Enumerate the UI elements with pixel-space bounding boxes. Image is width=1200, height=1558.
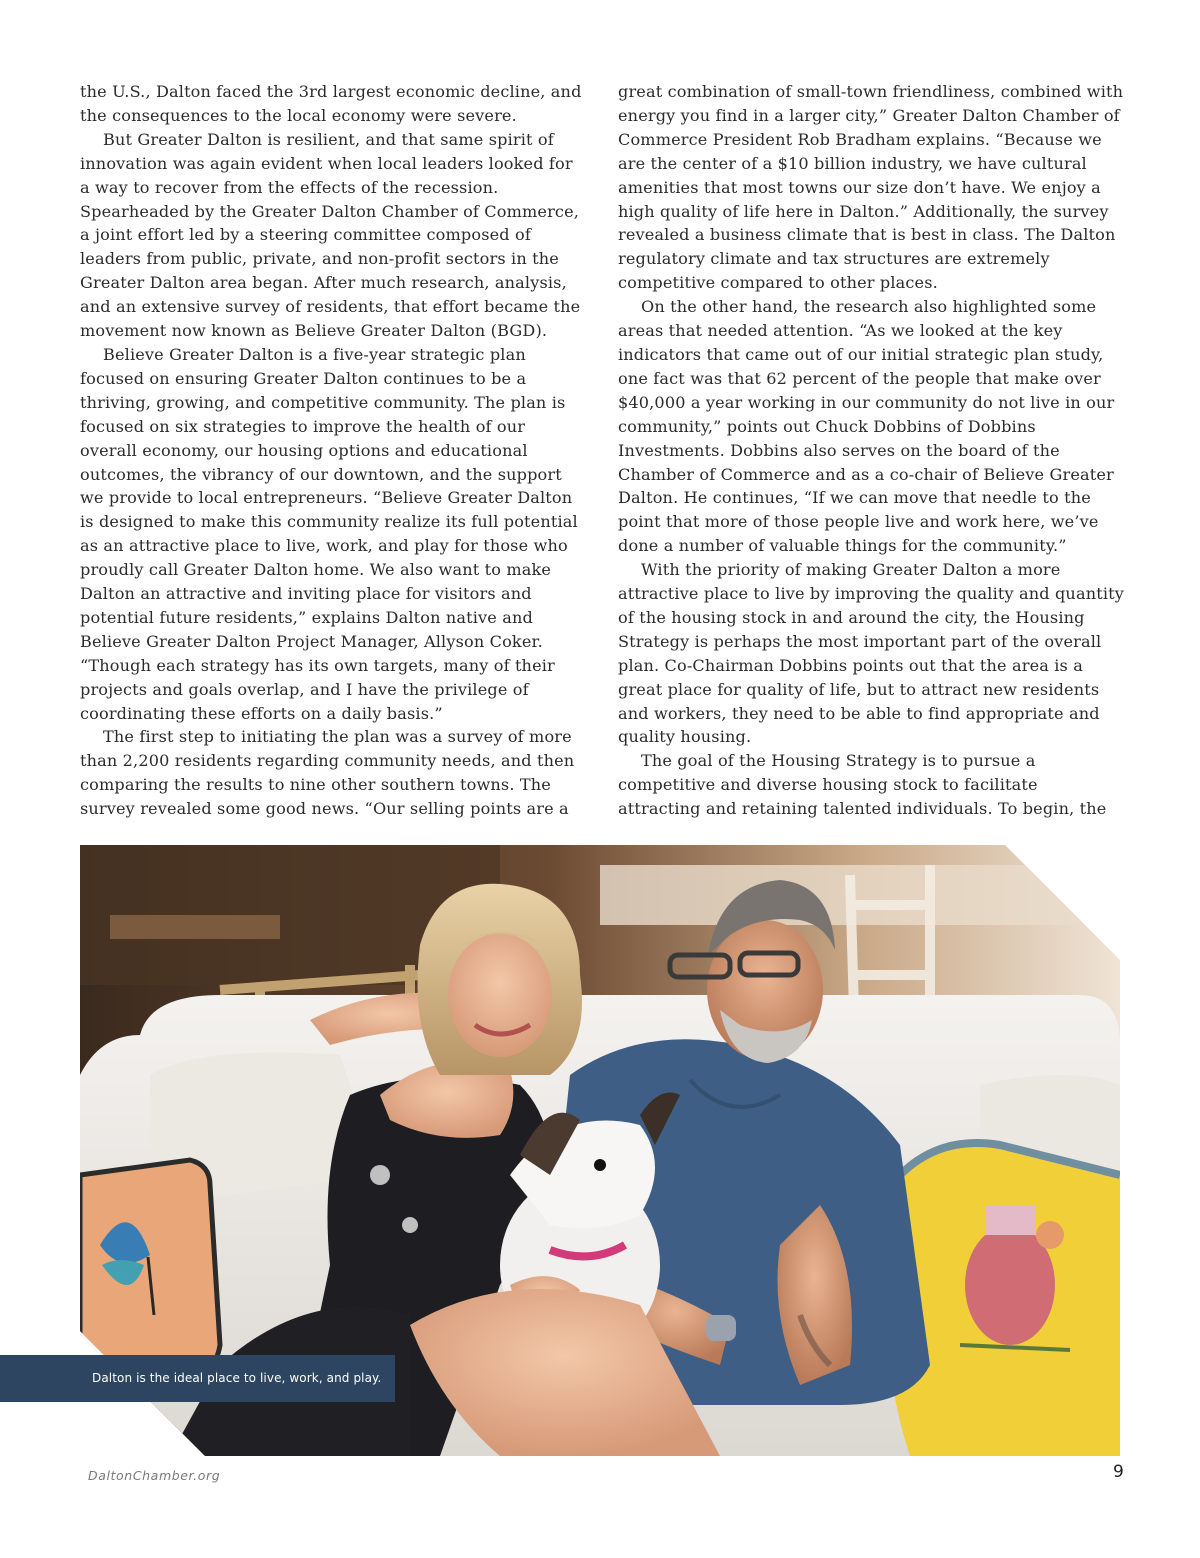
paragraph: The first step to initiating the plan was a survey of more than 2,200 residents regarding community needs, and then comparing the results to nine other southern towns. The survey revealed some good news. “Our selling points are a (80, 727, 575, 819)
paragraph: The goal of the Housing Strategy is to pursue a competitive and diverse housing stock to facilitate attracting and retaining talented individuals. To begin, the (618, 751, 1107, 819)
page-number: 9 (1113, 1462, 1124, 1482)
photo-caption (0, 1355, 395, 1402)
article-right-column (618, 80, 1124, 821)
article-left-column (80, 80, 582, 821)
paragraph: the U.S., Dalton faced the 3rd largest economic decline, and the consequences to the local economy were severe. (80, 82, 582, 125)
paragraph: Believe Greater Dalton is a five-year strategic plan focused on ensuring Greater Dalton continues to be a thriving, growing, and competitive community. The plan is focused on six strategies to improve the health of our overall economy, our housing options and educational outcomes, the vibrancy of our downtown, and the support we provide to local entrepreneurs. “Believe Greater Dalton is designed to make this community realize its full potential as an attractive place to live, work, and play for those who proudly call Greater Dalton home. We also want to make Dalton an attractive and inviting place for visitors and potential future residents,” explains Dalton native and Believe Greater Dalton Project Manager, Allyson Coker. “Though each strategy has its own targets, many of their projects and goals overlap, and I have the privilege of coordinating these efforts on a daily basis.” (80, 344, 578, 723)
footer-website: DaltonChamber.org (88, 1468, 221, 1483)
paragraph: On the other hand, the research also highlighted some areas that needed attention. “As we looked at the key indicators that came out of our initial strategic plan study, one fact was that 62 percent of the people that make over $40,000 a year working in our community do not live in our community,” points out Chuck Dobbins of Dobbins Investments. Dobbins also serves on the board of the Chamber of Commerce and as a co-chair of Believe Greater Dalton. He continues, “If we can move that needle to the point that more of those people live and work here, we’ve done a number of valuable things for the community.” (618, 297, 1115, 556)
paragraph: great combination of small-town friendliness, combined with energy you find in a larger city,” Greater Dalton Chamber of Commerce President Rob Bradham explains. “Because we are the center of a $10 billion industry, we have cultural amenities that most towns our size don’t have. We enjoy a high quality of life here in Dalton.” Additionally, the survey revealed a business climate that is best in class. The Dalton regulatory climate and tax structures are extremely competitive compared to other places. (618, 82, 1124, 293)
paragraph: But Greater Dalton is resilient, and that same spirit of innovation was again evident when local leaders looked for a way to recover from the effects of the recession. Spearheaded by the Greater Dalton Chamber of Commerce, a joint effort led by a steering committee composed of leaders from public, private, and non-profit sectors in the Greater Dalton area began. After much research, analysis, and an extensive survey of residents, that effort became the movement now known as Believe Greater Dalton (BGD). (80, 129, 581, 341)
caption-text: Dalton is the ideal place to live, work, and play. (92, 1371, 382, 1385)
paragraph: With the priority of making Greater Dalton a more attractive place to live by improving the quality and quantity of the housing stock in and around the city, the Housing Strategy is perhaps the most important part of the overall plan. Co-Chairman Dobbins points out that the area is a great place for quality of life, but to attract new residents and workers, they need to be able to find appropriate and quality housing. (618, 560, 1124, 747)
